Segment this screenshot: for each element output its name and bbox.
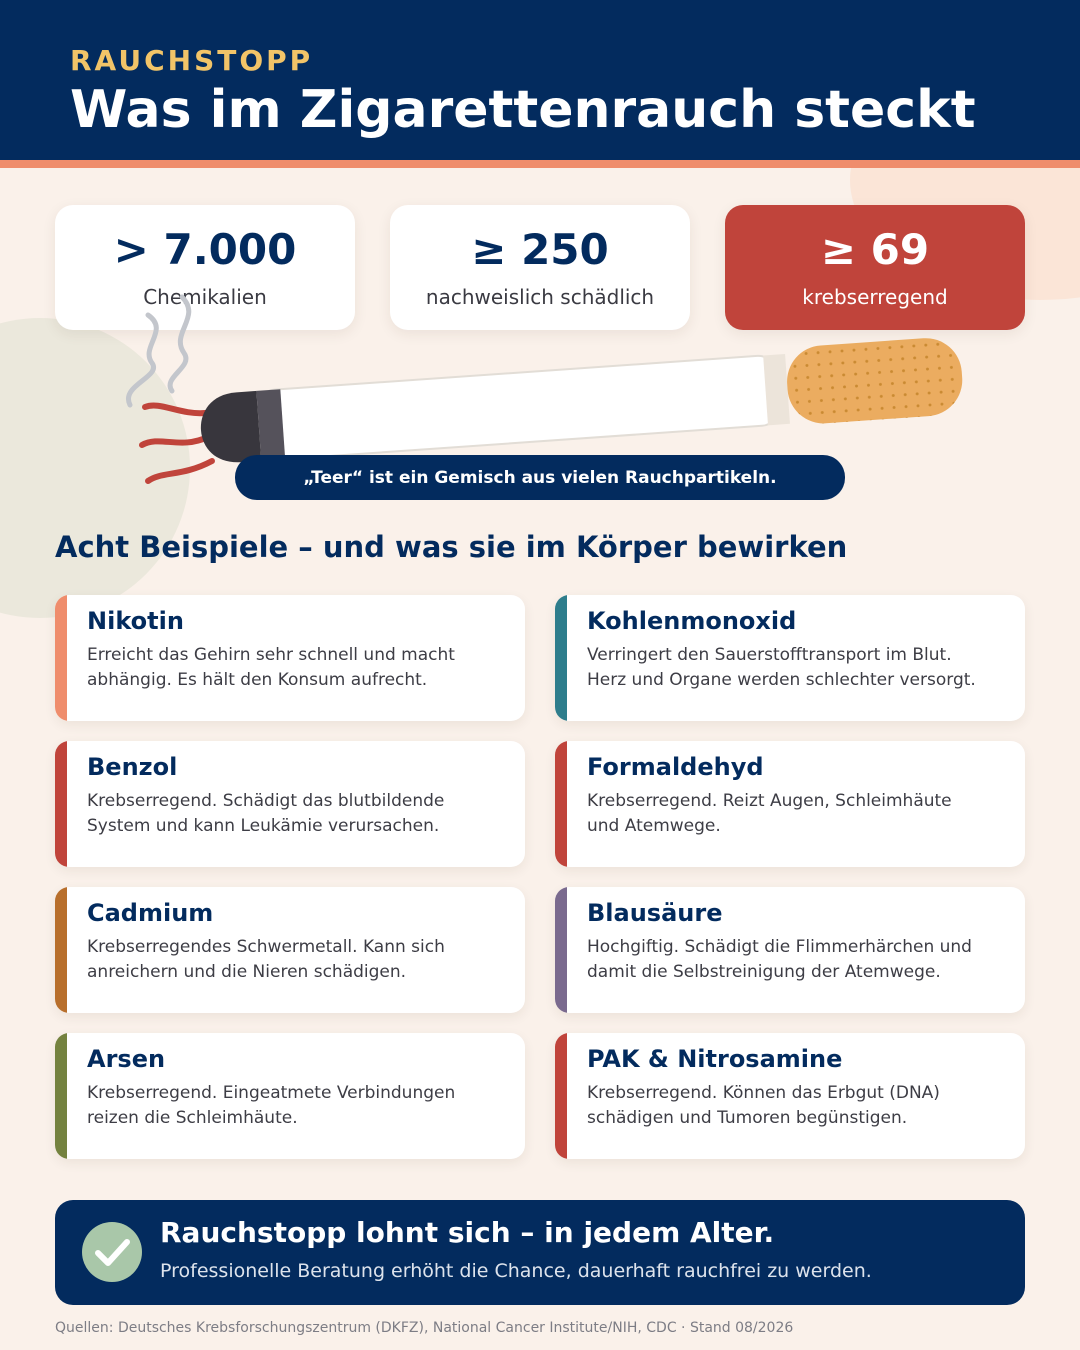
stat-label: Chemikalien: [143, 285, 267, 309]
tar-caption: „Teer“ ist ein Gemisch aus vielen Rauchpartikeln.: [235, 455, 845, 500]
substance-name: Blausäure: [587, 899, 723, 927]
smoke-wisp: [128, 315, 156, 405]
substance-card: [55, 887, 525, 1013]
cigarette-burn-edge: [256, 389, 285, 461]
header-kicker: RAUCHSTOPP: [70, 44, 314, 77]
substance-card: [55, 1033, 525, 1159]
substance-description: [587, 935, 1011, 985]
ember-line: [145, 405, 205, 413]
substance-card: [55, 741, 525, 867]
substance-accent-bar: [555, 1033, 567, 1159]
section-heading: Acht Beispiele – und was sie im Körper bewirken: [55, 530, 848, 564]
substance-accent-bar: [555, 741, 567, 867]
substance-accent-bar: [55, 887, 67, 1013]
substance-card: [555, 887, 1025, 1013]
substance-description: [587, 789, 1011, 839]
substance-description-line: schädigen und Tumoren begünstigen.: [587, 1108, 908, 1128]
cigarette-filter-dots: [785, 336, 965, 426]
stat-value: ≥ 250: [471, 225, 609, 274]
substance-name: Cadmium: [87, 899, 214, 927]
smoke-wisp: [170, 297, 189, 391]
substance-name: Arsen: [87, 1045, 166, 1073]
substance-description: [87, 789, 511, 839]
substance-description: [87, 643, 511, 693]
substance-description-line: Krebserregendes Schwermetall. Kann sich: [87, 937, 445, 957]
substance-description-line: Krebserregend. Schädigt das blutbildende: [87, 791, 445, 811]
stat-value: ≥ 69: [820, 225, 930, 274]
substance-accent-bar: [55, 595, 67, 721]
substance-description: [587, 643, 1011, 693]
substance-name: Formaldehyd: [587, 753, 764, 781]
cta-title: Rauchstopp lohnt sich – in jedem Alter.: [160, 1216, 775, 1249]
substance-name: Nikotin: [87, 607, 184, 635]
ember-line: [148, 461, 212, 481]
header-banner: [0, 0, 1080, 160]
cta-text: Professionelle Beratung erhöht die Chance, dauerhaft rauchfrei zu werden.: [160, 1260, 872, 1282]
substance-description-line: Erreicht das Gehirn sehr schnell und macht: [87, 645, 455, 665]
substance-description-line: und Atemwege.: [587, 816, 721, 836]
substance-description-line: Verringert den Sauerstofftransport im Blut.: [587, 645, 952, 665]
substance-description-line: abhängig. Es hält den Konsum aufrecht.: [87, 670, 428, 690]
substance-card: [555, 1033, 1025, 1159]
cigarette-ash: [199, 391, 262, 465]
stat-value: > 7.000: [113, 225, 297, 274]
stat-label: nachweislich schädlich: [425, 285, 655, 309]
substance-description-line: Krebserregend. Reizt Augen, Schleimhäute: [587, 791, 952, 811]
substance-description: [87, 935, 511, 985]
substance-description-line: Krebserregend. Können das Erbgut (DNA): [587, 1083, 940, 1103]
substance-card: [55, 595, 525, 721]
ember-line: [142, 437, 208, 445]
substance-description-line: reizen die Schleimhäute.: [87, 1108, 298, 1128]
substance-card: [555, 595, 1025, 721]
substance-accent-bar: [55, 1033, 67, 1159]
substance-description-line: damit die Selbstreinigung der Atemwege.: [587, 962, 941, 982]
substance-card: [555, 741, 1025, 867]
checkmark-icon: [82, 1222, 142, 1282]
substance-description-line: Hochgiftig. Schädigt die Flimmerhärchen und: [587, 937, 972, 957]
substance-accent-bar: [555, 595, 567, 721]
cta-banner: [55, 1200, 1025, 1305]
substance-description-line: Herz und Organe werden schlechter versorgt.: [587, 670, 976, 690]
page-title: Was im Zigarettenrauch steckt: [70, 80, 976, 140]
substance-name: Benzol: [87, 753, 178, 781]
header-accent-stripe: [0, 160, 1080, 168]
substance-name: Kohlenmonoxid: [587, 607, 797, 635]
substance-description-line: anreichern und die Nieren schädigen.: [87, 962, 407, 982]
substance-description-line: Krebserregend. Eingeatmete Verbindungen: [87, 1083, 456, 1103]
substance-accent-bar: [55, 741, 67, 867]
substance-description: [87, 1081, 511, 1131]
sources-footnote: Quellen: Deutsches Krebsforschungszentrum (DKFZ), National Cancer Institute/NIH, CDC · Stand 08/2026: [55, 1320, 794, 1336]
substance-description-line: System und kann Leukämie verursachen.: [87, 816, 440, 836]
stat-label: krebserregend: [802, 285, 948, 309]
cigarette-paper: [256, 355, 780, 461]
substance-name: PAK & Nitrosamine: [587, 1045, 843, 1073]
substance-description: [587, 1081, 1011, 1131]
substance-accent-bar: [555, 887, 567, 1013]
